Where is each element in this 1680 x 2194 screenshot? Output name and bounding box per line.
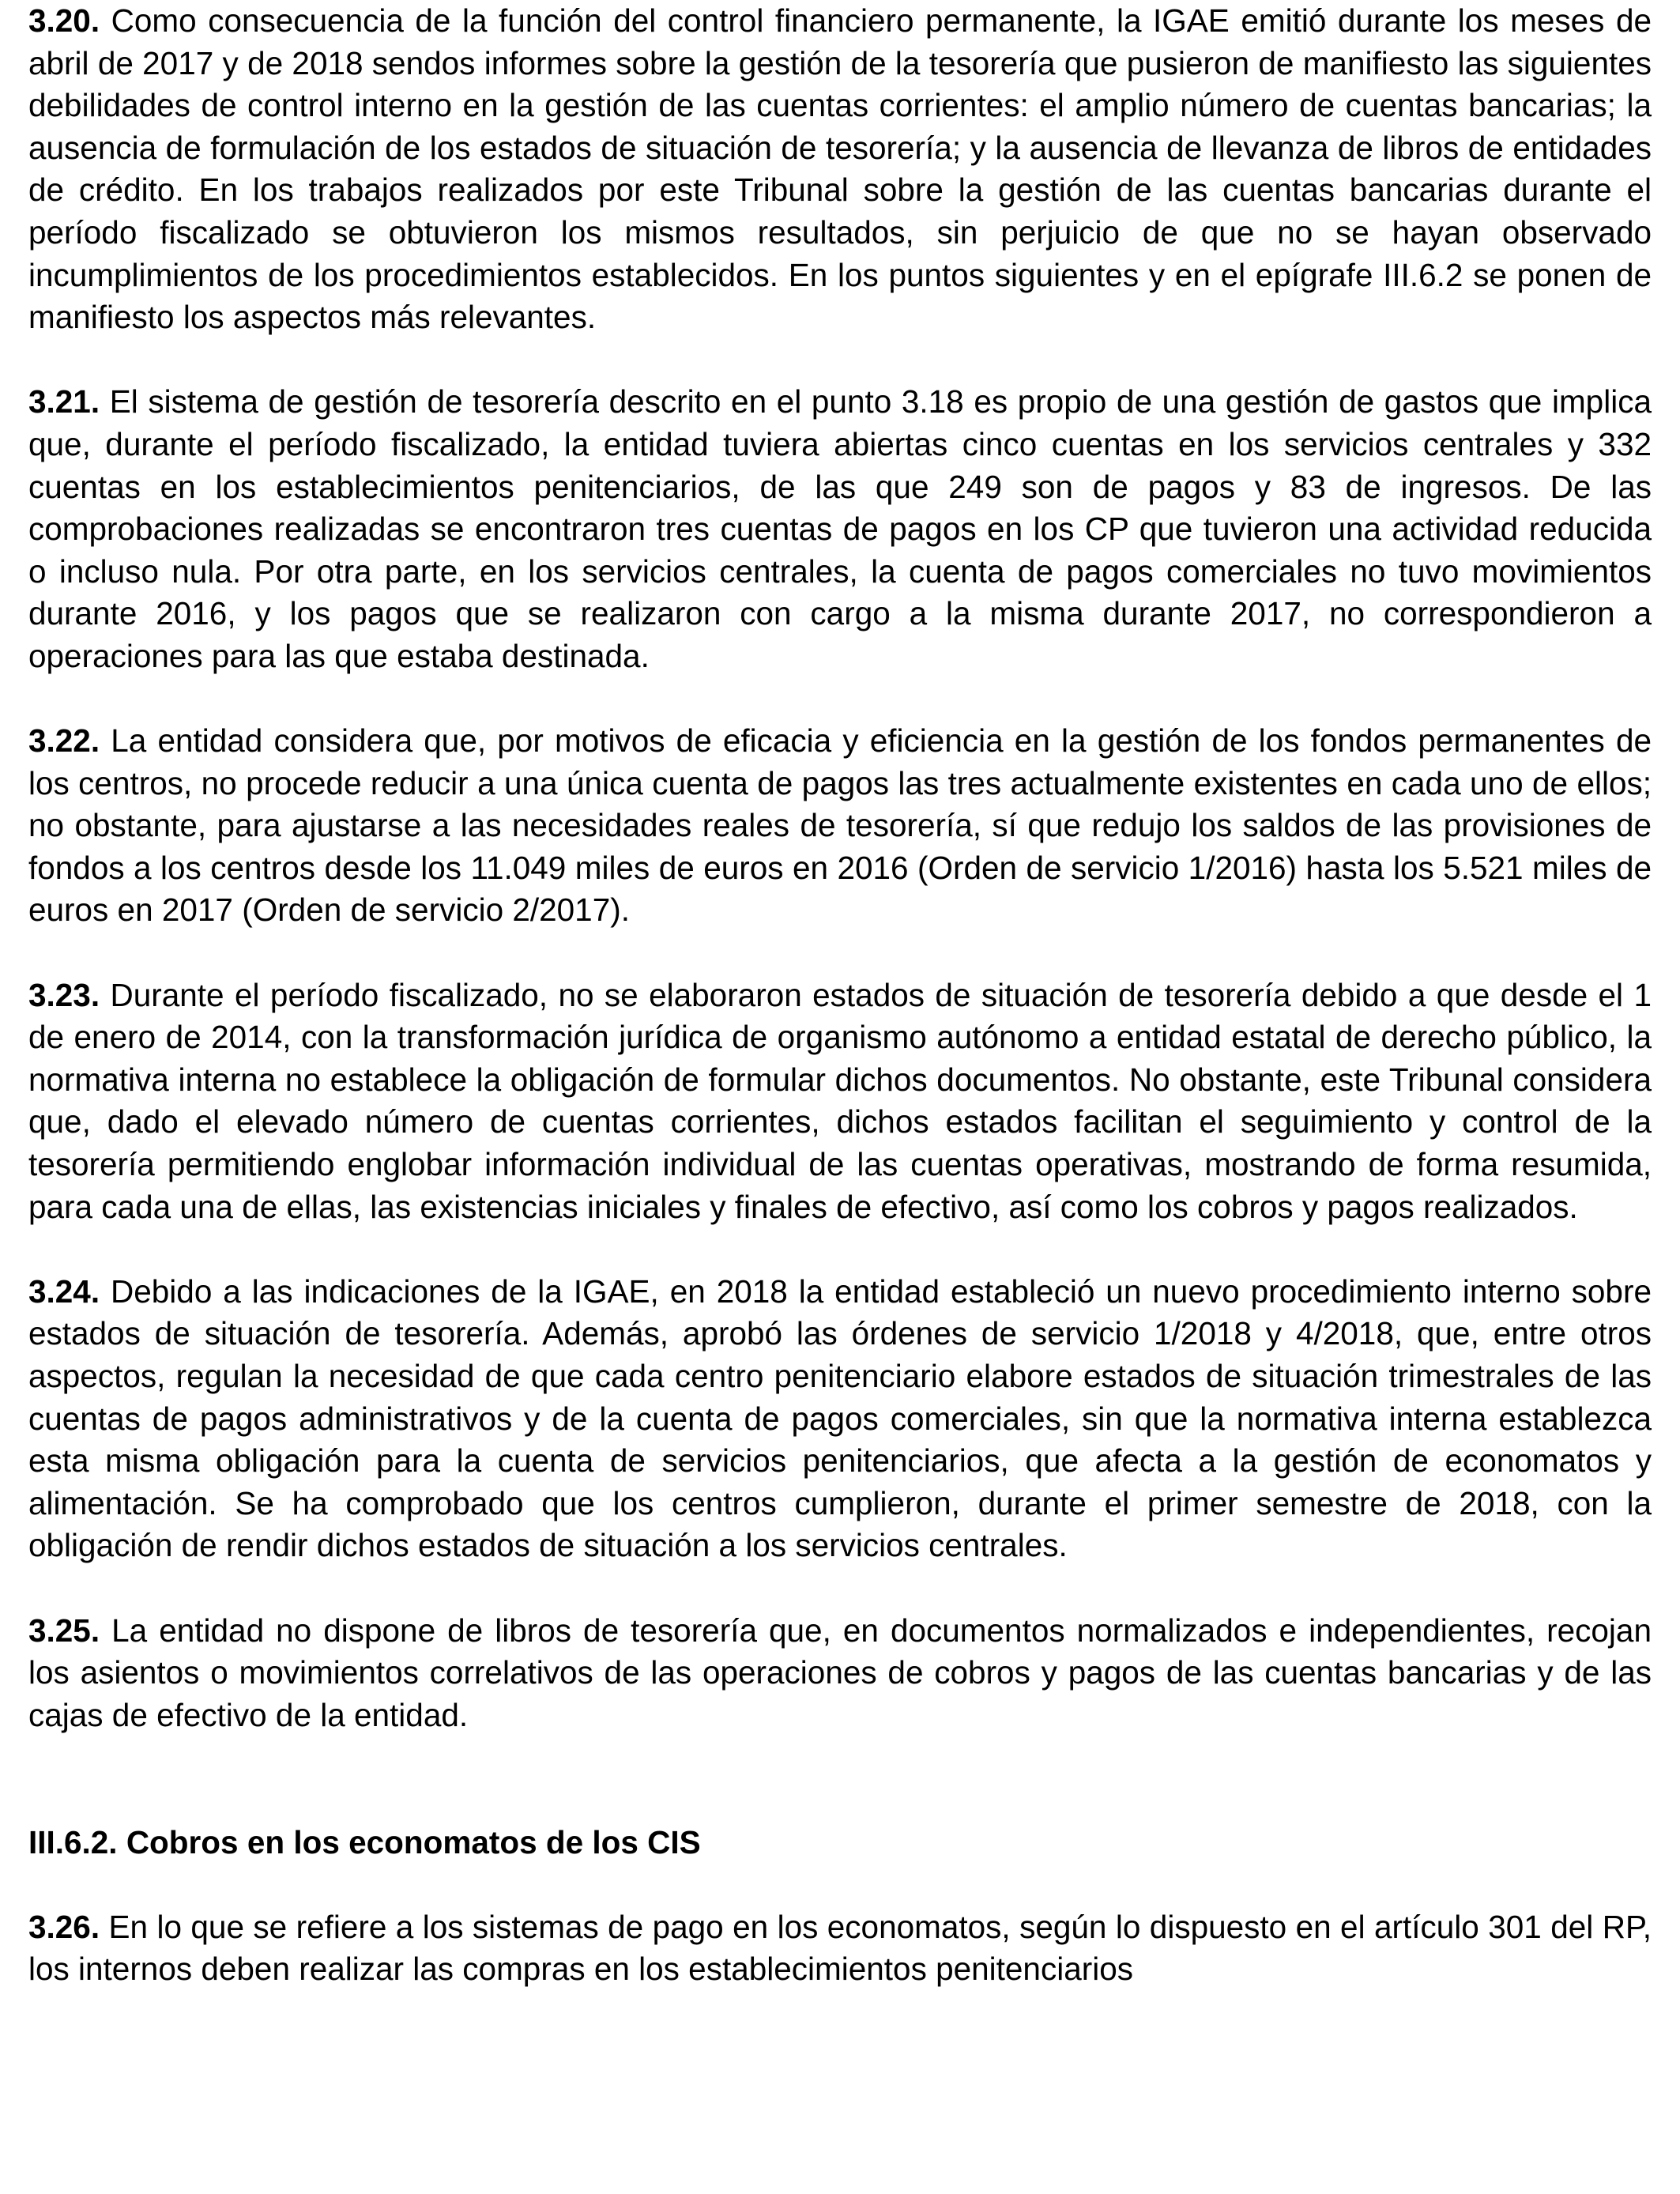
paragraph-spacer <box>28 1736 1652 1779</box>
document-page <box>28 0 1652 1991</box>
paragraph-3-22 <box>28 720 1652 932</box>
section-heading: III.6.2. Cobros en los economatos de los CIS <box>28 1823 701 1860</box>
paragraph-spacer <box>28 1567 1652 1610</box>
paragraph-text: La entidad considera que, por motivos de eficacia y eficiencia en la gestión de los fondos permanentes de los centros, no procede reducir a una única cuenta de pagos las tres actualmente existentes en cada uno de ellos; no obstante, para ajustarse a las necesidades reales de tesorería, sí que redujo los saldos de las provisiones de fondos a los centros desde los 11.049 miles de euros en 2016 (Orden de servicio 1/2016) hasta los 5.521 miles de euros en 2017 (Orden de servicio 2/2017). <box>28 722 1652 929</box>
paragraph-number: 3.20. <box>28 2 100 39</box>
paragraph-number: 3.26. <box>28 1908 100 1945</box>
paragraph-number: 3.21. <box>28 383 100 420</box>
paragraph-text: La entidad no dispone de libros de tesorería que, en documentos normalizados e independientes, recojan los asientos o movimientos correlativos de las operaciones de cobros y pagos de las cuentas bancarias y de las cajas de efectivo de la entidad. <box>28 1612 1652 1733</box>
paragraph-text: En lo que se refiere a los sistemas de pago en los economatos, según lo dispuesto en el artículo 301 del RP, los internos deben realizar las compras en los establecimientos penitenciarios <box>28 1908 1652 1988</box>
paragraph-3-20 <box>28 0 1652 339</box>
paragraph-3-23 <box>28 974 1652 1229</box>
paragraph-number: 3.24. <box>28 1272 100 1310</box>
paragraph-number: 3.23. <box>28 976 100 1013</box>
paragraph-3-24 <box>28 1271 1652 1567</box>
paragraph-spacer <box>28 1779 1652 1822</box>
paragraph-spacer <box>28 339 1652 382</box>
paragraph-text: Debido a las indicaciones de la IGAE, en 2018 la entidad estableció un nuevo procedimiento interno sobre estados de situación de tesorería. Además, aprobó las órdenes de servicio 1/2018 y 4/2018, que, entre otros aspectos, regulan la necesidad de que cada centro penitenciario elabore estados de situación trimestrales de las cuentas de pagos administrativos y de la cuenta de pagos comerciales, sin que la normativa interna establezca esta misma obligación para la cuenta de servicios penitenciarios, que afecta a la gestión de economatos y alimentación. Se ha comprobado que los centros cumplieron, durante el primer semestre de 2018, con la obligación de rendir dichos estados de situación a los servicios centrales. <box>28 1272 1652 1564</box>
paragraph-3-21 <box>28 381 1652 677</box>
paragraph-number: 3.25. <box>28 1612 100 1649</box>
paragraph-spacer <box>28 678 1652 721</box>
paragraph-spacer <box>28 1864 1652 1906</box>
paragraph-spacer <box>28 932 1652 974</box>
paragraph-3-25 <box>28 1610 1652 1737</box>
paragraph-text: El sistema de gestión de tesorería descrito en el punto 3.18 es propio de una gestión de gastos que implica que, durante el período fiscalizado, la entidad tuviera abiertas cinco cuentas en los servicios centrales y 332 cuentas en los establecimientos penitenciarios, de las que 249 son de pagos y 83 de ingresos. De las comprobaciones realizadas se encontraron tres cuentas de pagos en los CP que tuvieron una actividad reducida o incluso nula. Por otra parte, en los servicios centrales, la cuenta de pagos comerciales no tuvo movimientos durante 2016, y los pagos que se realizaron con cargo a la misma durante 2017, no correspondieron a operaciones para las que estaba destinada. <box>28 383 1652 674</box>
paragraph-3-26 <box>28 1906 1652 1991</box>
paragraph-number: 3.22. <box>28 722 100 760</box>
paragraph-spacer <box>28 1228 1652 1271</box>
paragraph-text: Como consecuencia de la función del control financiero permanente, la IGAE emitió durante los meses de abril de 2017 y de 2018 sendos informes sobre la gestión de la tesorería que pusieron de manifiesto las siguientes debilidades de control interno en la gestión de las cuentas corrientes: el amplio número de cuentas bancarias; la ausencia de formulación de los estados de situación de tesorería; y la ausencia de llevanza de libros de entidades de crédito. En los trabajos realizados por este Tribunal sobre la gestión de las cuentas bancarias durante el período fiscalizado se obtuvieron los mismos resultados, sin perjuicio de que no se hayan observado incumplimientos de los procedimientos establecidos. En los puntos siguientes y en el epígrafe III.6.2 se ponen de manifiesto los aspectos más relevantes. <box>28 2 1652 336</box>
paragraph-text: Durante el período fiscalizado, no se elaboraron estados de situación de tesorería debido a que desde el 1 de enero de 2014, con la transformación jurídica de organismo autónomo a entidad estatal de derecho público, la normativa interna no establece la obligación de formular dichos documentos. No obstante, este Tribunal considera que, dado el elevado número de cuentas corrientes, dichos estados facilitan el seguimiento y control de la tesorería permitiendo englobar información individual de las cuentas operativas, mostrando de forma resumida, para cada una de ellas, las existencias iniciales y finales de efectivo, así como los cobros y pagos realizados. <box>28 976 1652 1225</box>
